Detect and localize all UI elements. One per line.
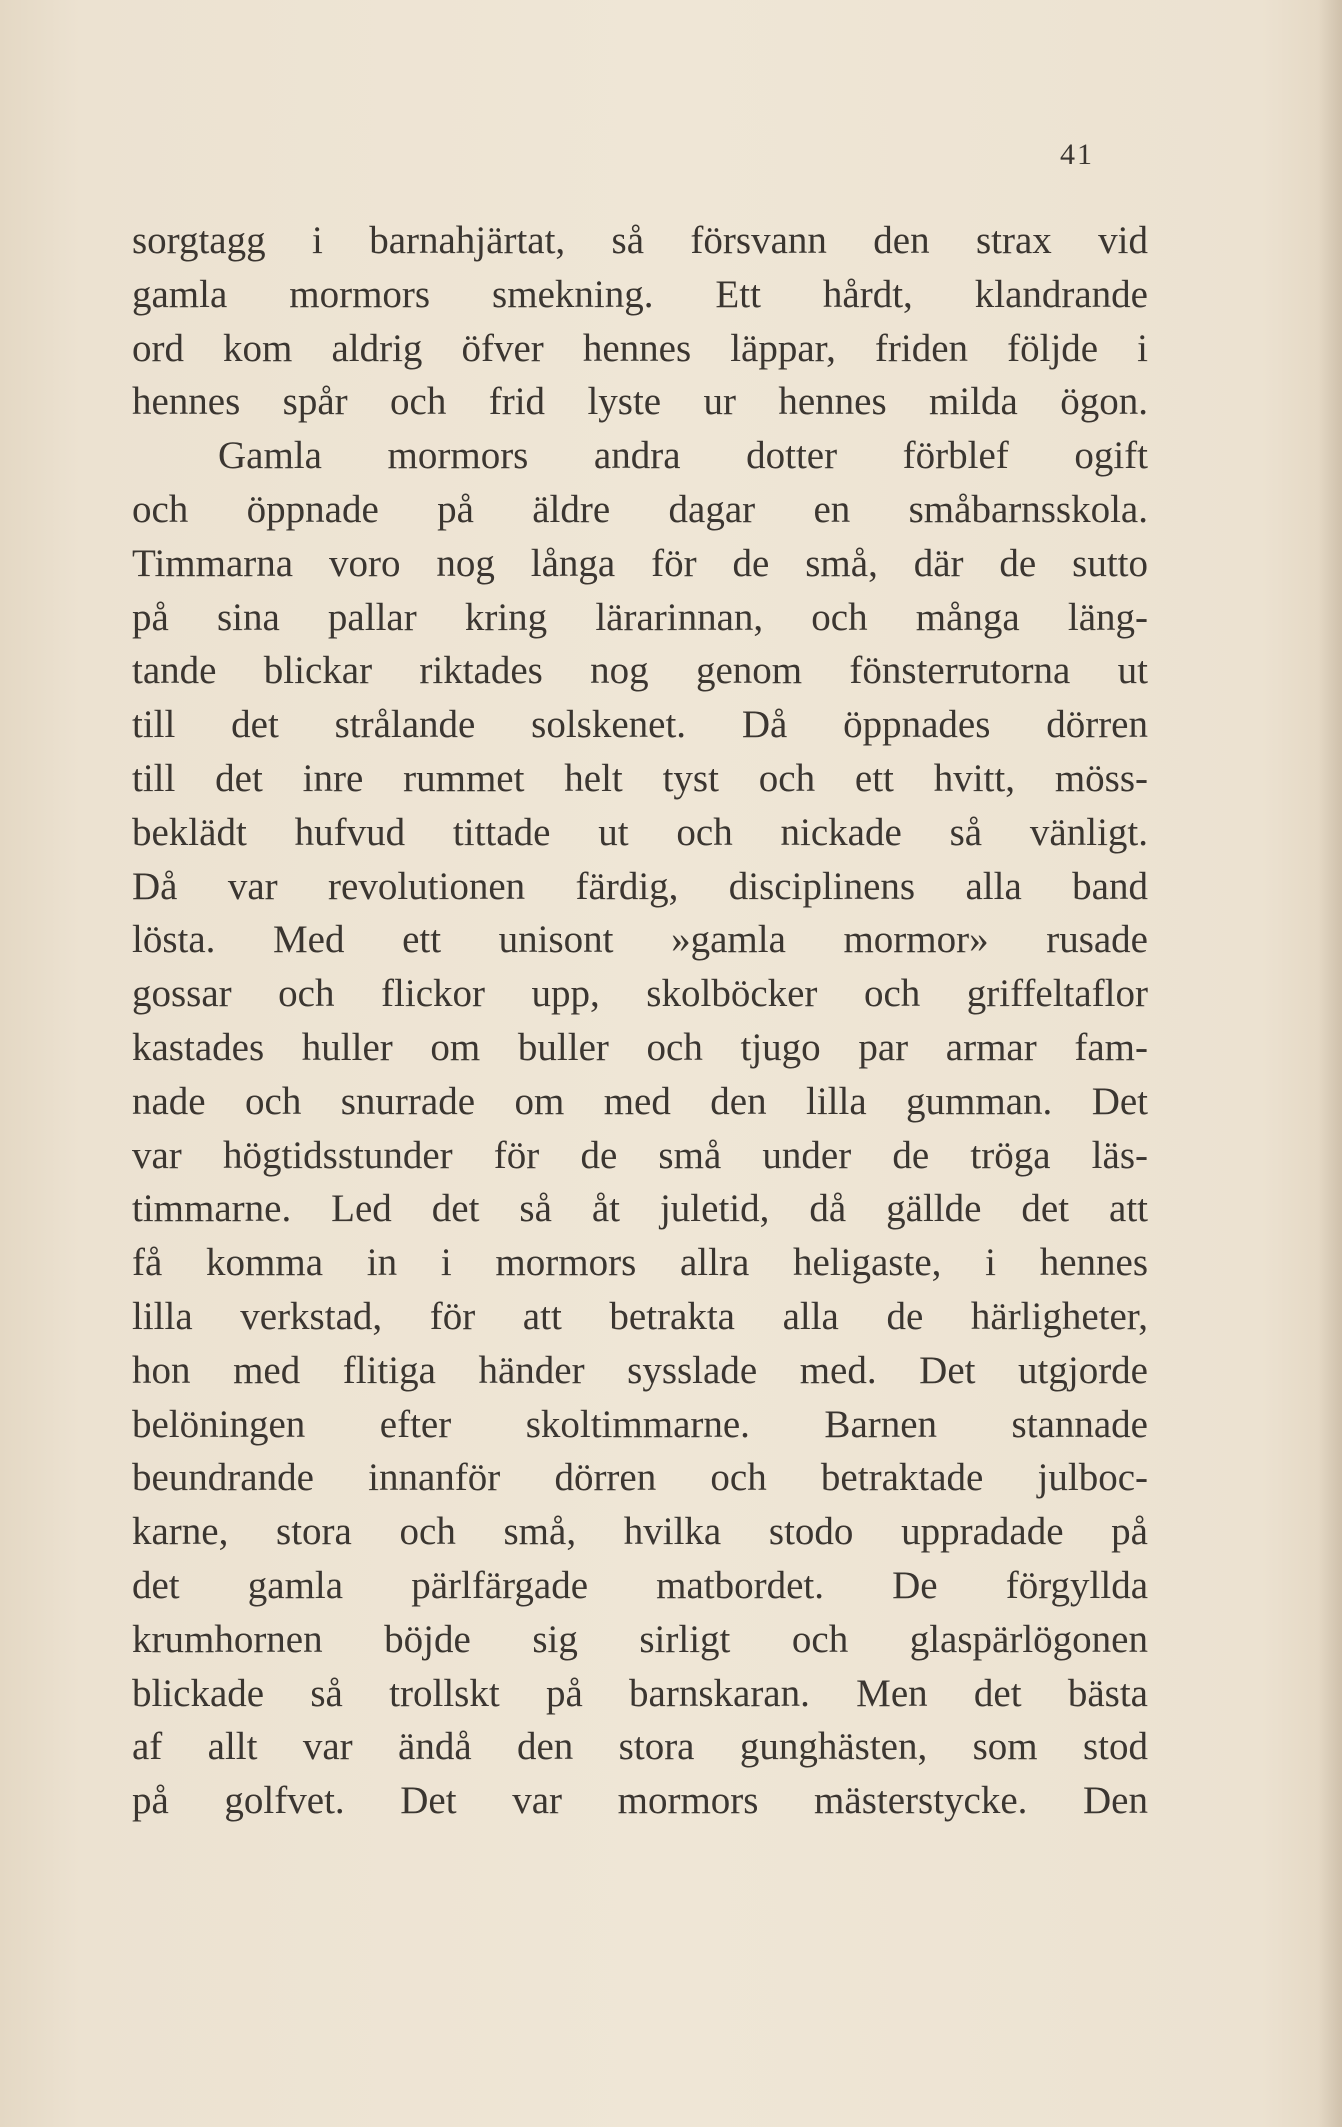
- text-line: Gamla mormors andra dotter förblef ogift: [218, 434, 1148, 478]
- text-line: kastades huller om buller och tjugo par armar fam-: [132, 1025, 1148, 1069]
- text-line: till det strålande solskenet. Då öppnades dörren: [132, 703, 1148, 747]
- text-line: blickade så trollskt på barnskaran. Men det bästa: [132, 1671, 1148, 1715]
- text-line: lilla verkstad, för att betrakta alla de härligheter,: [132, 1294, 1148, 1338]
- text-line: sorgtagg i barnahjärtat, så försvann den strax vid: [132, 219, 1148, 262]
- text-line: hon med flitiga händer sysslade med. Det utgjorde: [132, 1348, 1148, 1392]
- text-line: på golfvet. Det var mormors mästerstycke. Den: [132, 1779, 1148, 1823]
- text-line: tande blickar riktades nog genom fönsterrutorna ut: [132, 649, 1148, 693]
- text-line: till det inre rummet helt tyst och ett hvitt, möss-: [132, 756, 1148, 800]
- page-edge-shadow: [1318, 0, 1342, 2127]
- text-line: gamla mormors smekning. Ett hårdt, klandrande: [132, 272, 1148, 316]
- text-line: belöningen efter skoltimmarne. Barnen stannade: [132, 1402, 1148, 1446]
- text-line: Timmarna voro nog långa för de små, där de sutto: [132, 541, 1148, 585]
- text-line: krumhornen böjde sig sirligt och glaspärlögonen: [132, 1617, 1148, 1661]
- text-line: hennes spår och frid lyste ur hennes milda ögon.: [132, 380, 1148, 424]
- text-line: lösta. Med ett unisont »gamla mormor» rusade: [132, 918, 1148, 962]
- text-line: på sina pallar kring lärarinnan, och många läng-: [132, 595, 1148, 639]
- text-line: Då var revolutionen färdig, disciplinens alla band: [132, 864, 1148, 908]
- text-line: det gamla pärlfärgade matbordet. De förgyllda: [132, 1563, 1148, 1607]
- text-line: nade och snurrade om med den lilla gumman. Det: [132, 1079, 1148, 1123]
- text-line: timmarne. Led det så åt juletid, då gällde det att: [132, 1187, 1148, 1231]
- body-text: [132, 214, 1148, 1828]
- text-line: ord kom aldrig öfver hennes läppar, friden följde i: [132, 326, 1148, 370]
- text-line: gossar och flickor upp, skolböcker och griffeltaflor: [132, 972, 1148, 1016]
- page-number: 41: [1060, 138, 1094, 171]
- text-line: karne, stora och små, hvilka stodo uppradade på: [132, 1510, 1148, 1554]
- text-line: beklädt hufvud tittade ut och nickade så vänligt.: [132, 810, 1148, 854]
- text-line: var högtidsstunder för de små under de tröga läs-: [132, 1133, 1148, 1177]
- text-line: få komma in i mormors allra heligaste, i hennes: [132, 1241, 1148, 1285]
- text-line: beundrande innanför dörren och betraktade julboc-: [132, 1456, 1148, 1500]
- text-line: af allt var ändå den stora gunghästen, som stod: [132, 1725, 1148, 1769]
- text-line: och öppnade på äldre dagar en småbarnsskola.: [132, 487, 1148, 531]
